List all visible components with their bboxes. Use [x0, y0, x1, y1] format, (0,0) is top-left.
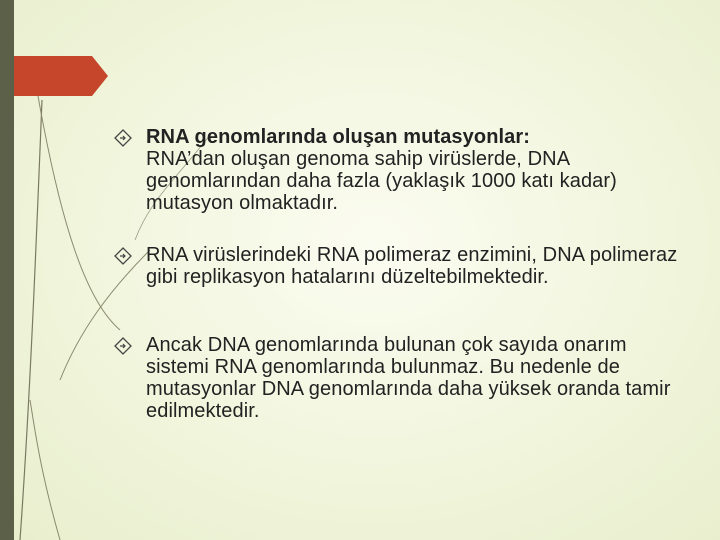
diamond-arrow-bullet-icon	[114, 247, 132, 265]
red-accent-tab	[0, 0, 110, 540]
diamond-arrow-bullet-icon	[114, 129, 132, 147]
bullet-item-2	[114, 244, 694, 288]
bullet-body: RNA virüslerindeki RNA polimeraz enzimini, DNA polimeraz gibi replikasyon hatalarını düzeltebilmektedir.	[146, 244, 678, 288]
slide-content	[114, 126, 694, 452]
bullet-heading: RNA genomlarında oluşan mutasyonlar:	[146, 126, 531, 148]
bullet-body: RNA’dan oluşan genoma sahip virüslerde, DNA genomlarından daha fazla (yaklaşık 1000 katı kadar) mutasyon olmaktadır.	[146, 148, 617, 214]
bullet-text	[146, 244, 694, 288]
bullet-text	[146, 334, 694, 422]
bullet-text	[146, 126, 694, 214]
bullet-item-3	[114, 334, 694, 422]
bullet-body: Ancak DNA genomlarında bulunan çok sayıda onarım sistemi RNA genomlarında bulunmaz. Bu nedenle de mutasyonlar DNA genomlarında daha yüksek oranda tamir edilmektedir.	[146, 334, 671, 422]
diamond-arrow-bullet-icon	[114, 337, 132, 355]
bullet-item-1	[114, 126, 694, 214]
